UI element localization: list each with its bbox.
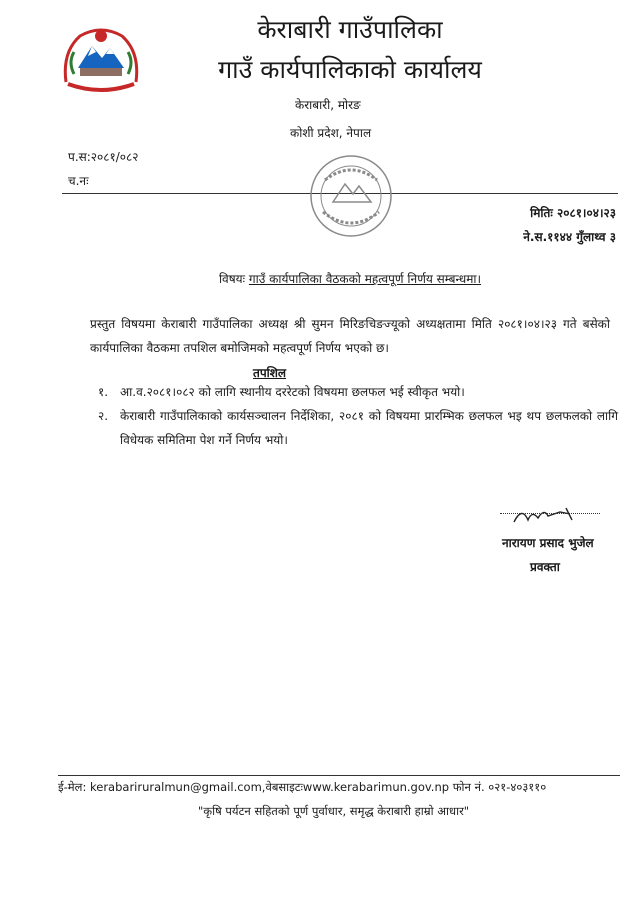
tapashil-heading: तपशिल xyxy=(253,366,287,380)
item-number: १. xyxy=(98,385,109,399)
footer-slogan: "कृषि पर्यटन सहितको पूर्ण पुर्वाधार, समृद्ध केराबारी हाम्रो आधार" xyxy=(198,804,470,818)
signature-line xyxy=(500,513,600,514)
signature-icon xyxy=(508,502,588,528)
office-subtitle: गाउँ कार्यपालिकाको कार्यालय xyxy=(218,55,482,84)
office-stamp-icon xyxy=(305,150,397,242)
subject-line xyxy=(150,270,550,287)
body-paragraph: प्रस्तुत विषयमा केराबारी गाउँपालिका अध्यक्ष श्री सुमन मिरिङचिङज्यूको अध्यक्षतामा मिति २०८१।०४।२३ गते बसेको कार्यपालिका वैठकमा तपशिल बमोजिमको महत्वपूर्ण निर्णय भएको छ। xyxy=(90,317,610,355)
footer-contact: ई-मेल: kerabariruralmun@gmail.com,वेबसाइटःwww.kerabarimun.gov.np फोन नं. ०२१-४०३११० xyxy=(58,780,547,794)
chalani-number: च.नः xyxy=(68,174,89,188)
signatory-name: नारायण प्रसाद भुजेल xyxy=(502,536,594,550)
government-emblem-icon xyxy=(58,22,144,96)
item-text: केराबारी गाउँपालिकाको कार्यसञ्चालन निर्देशिका, २०८१ को विषयमा प्रारम्भिक छलफल भइ थप छलफलको लागि विधेयक समितिमा पेश गर्ने निर्णय भयो। xyxy=(120,409,618,447)
item-text: आ.व.२०८१।०८२ को लागि स्थानीय दररेटको विषयमा छलफल भई स्वीकृत भयो। xyxy=(120,385,465,399)
letter-date: मितिः २०८१।०४।२३ xyxy=(530,206,616,220)
reference-number: प.स:२०८१/०८२ xyxy=(68,150,139,164)
address-line-2: कोशी प्रदेश, नेपाल xyxy=(290,126,372,140)
footer-divider xyxy=(58,775,620,776)
item-number: २. xyxy=(98,409,109,423)
nepal-sambat-date: ने.स.११४४ गुँलाथ्व ३ xyxy=(523,230,616,244)
signatory-title: प्रवक्ता xyxy=(530,560,560,574)
list-item xyxy=(98,404,618,452)
office-title: केराबारी गाउँपालिका xyxy=(257,15,443,44)
decision-list xyxy=(98,380,618,452)
subject-prefix: विषयः xyxy=(218,272,246,286)
subject-text: गाउँ कार्यपालिका वैठकको महत्वपूर्ण निर्णय सम्बन्धमा। xyxy=(248,272,482,286)
list-item xyxy=(98,380,618,404)
address-line-1: केराबारी, मोरङ xyxy=(295,98,361,112)
